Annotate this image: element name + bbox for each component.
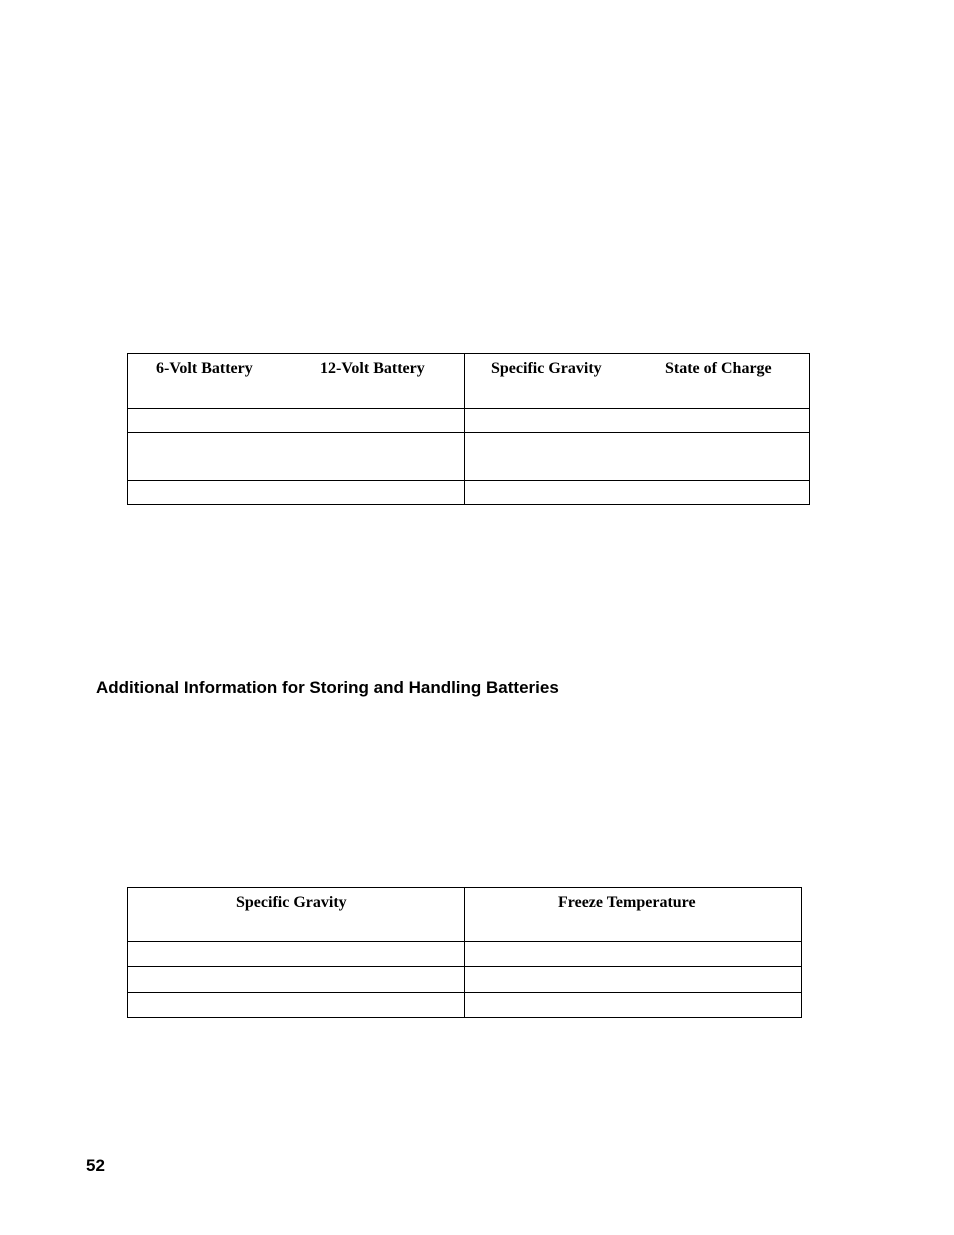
- charge-table: [127, 353, 810, 505]
- freeze-table: [127, 887, 802, 1018]
- table-row: [128, 409, 809, 433]
- header-specific-gravity: Specific Gravity: [236, 894, 347, 911]
- column-divider: [464, 354, 465, 504]
- table-row: [128, 481, 809, 504]
- header-6-volt-battery: 6-Volt Battery: [156, 360, 253, 377]
- header-12-volt-battery: 12-Volt Battery: [320, 360, 425, 377]
- header-freeze-temperature: Freeze Temperature: [558, 894, 696, 911]
- section-heading: Additional Information for Storing and Handling Batteries: [96, 678, 559, 697]
- page-number: 52: [86, 1156, 105, 1175]
- column-divider: [464, 888, 465, 1017]
- header-state-of-charge: State of Charge: [665, 360, 772, 377]
- table-row: [128, 433, 809, 481]
- header-specific-gravity: Specific Gravity: [491, 360, 602, 377]
